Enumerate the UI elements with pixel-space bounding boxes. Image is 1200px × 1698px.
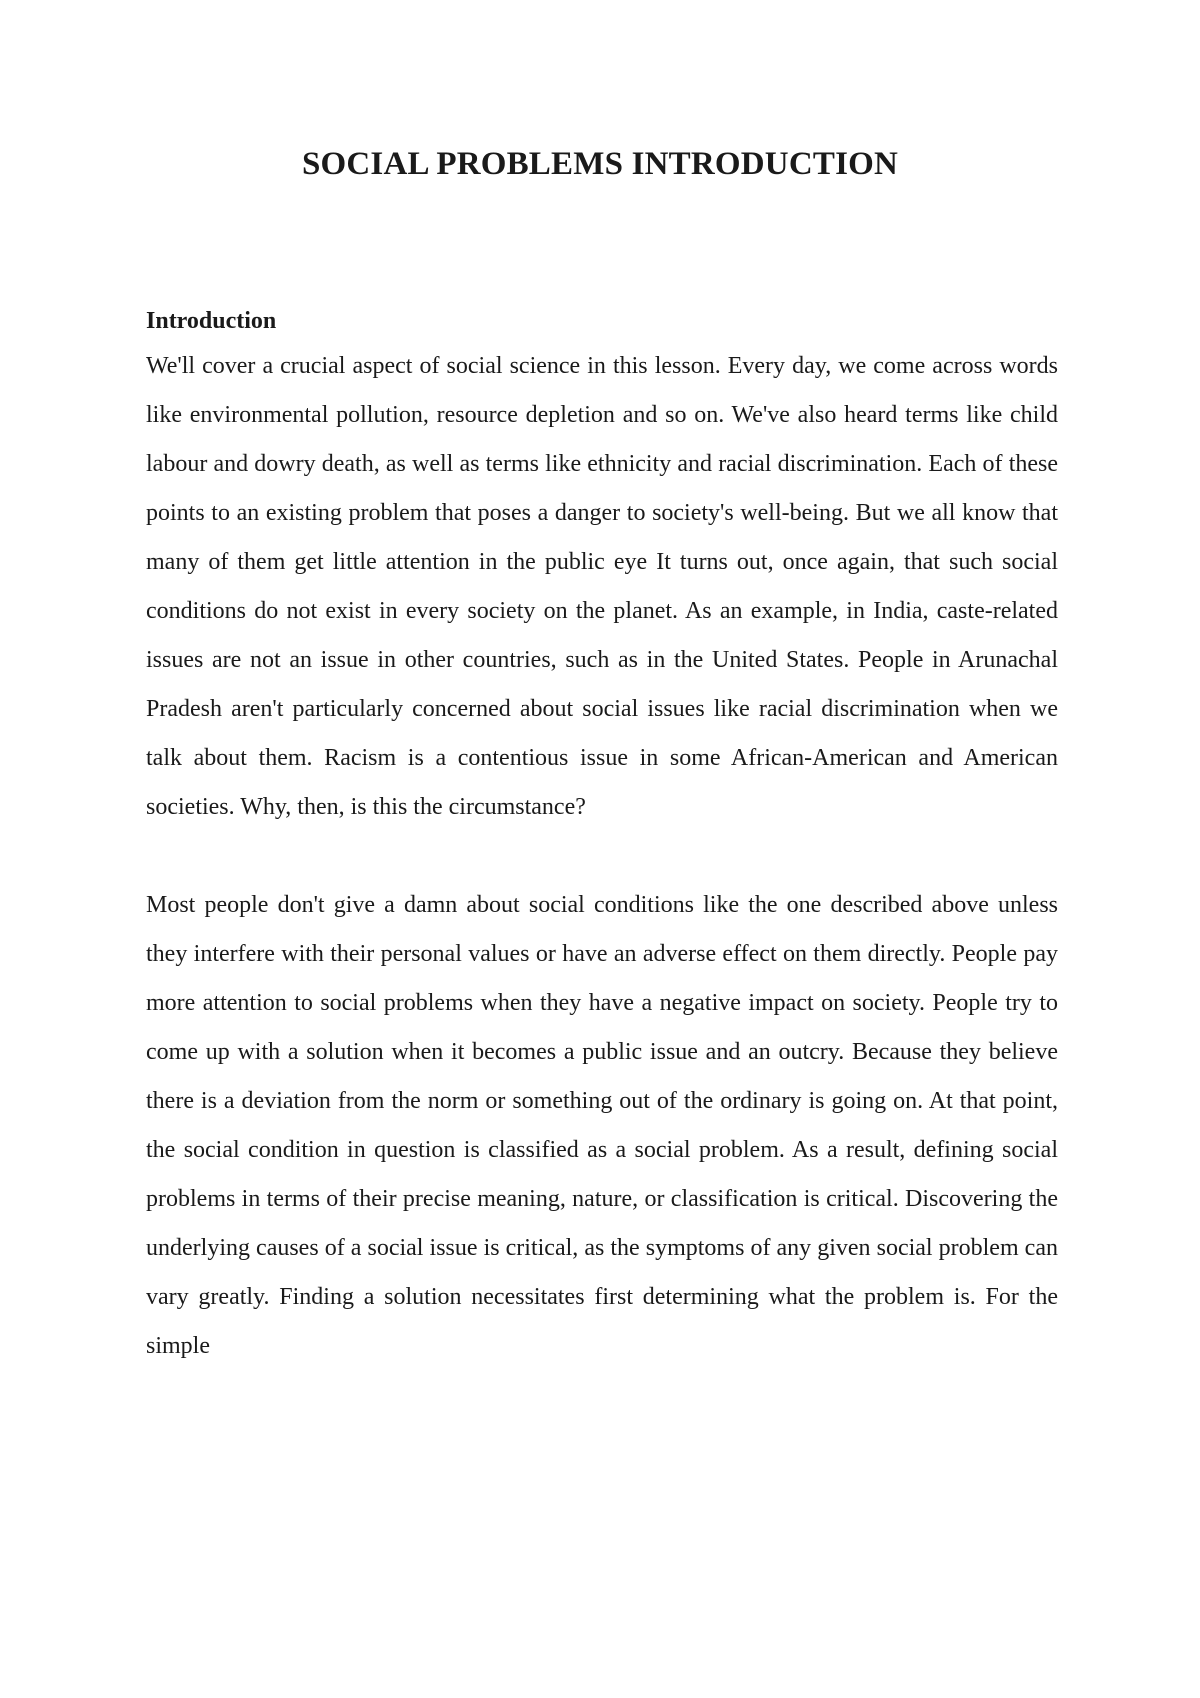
- paragraph-2: Most people don't give a damn about social conditions like the one described above unless they interfere with their personal values or have an adverse effect on them directly. People pay more attention to social problems when they have a negative impact on society. People try to come up with a solution when it becomes a public issue and an outcry. Because they believe there is a deviation from the norm or something out of the ordinary is going on. At that point, the social condition in question is classified as a social problem. As a result, defining social problems in terms of their precise meaning, nature, or classification is critical. Discovering the underlying causes of a social issue is critical, as the symptoms of any given social problem can vary greatly. Finding a solution necessitates first determining what the problem is. For the simple: [146, 892, 1058, 1359]
- document-body: [146, 306, 1058, 1371]
- document-title: SOCIAL PROBLEMS INTRODUCTION: [301, 146, 899, 182]
- section-heading: Introduction: [146, 308, 277, 334]
- paragraph-1: We'll cover a crucial aspect of social science in this lesson. Every day, we come across words like environmental pollution, resource depletion and so on. We've also heard terms like child labour and dowry death, as well as terms like ethnicity and racial discrimination. Each of these points to an existing problem that poses a danger to society's well-being. But we all know that many of them get little attention in the public eye It turns out, once again, that such social conditions do not exist in every society on the planet. As an example, in India, caste-related issues are not an issue in other countries, such as in the United States. People in Arunachal Pradesh aren't particularly concerned about social issues like racial discrimination when we talk about them. Racism is a contentious issue in some African-American and American societies. Why, then, is this the circumstance?: [146, 353, 1058, 820]
